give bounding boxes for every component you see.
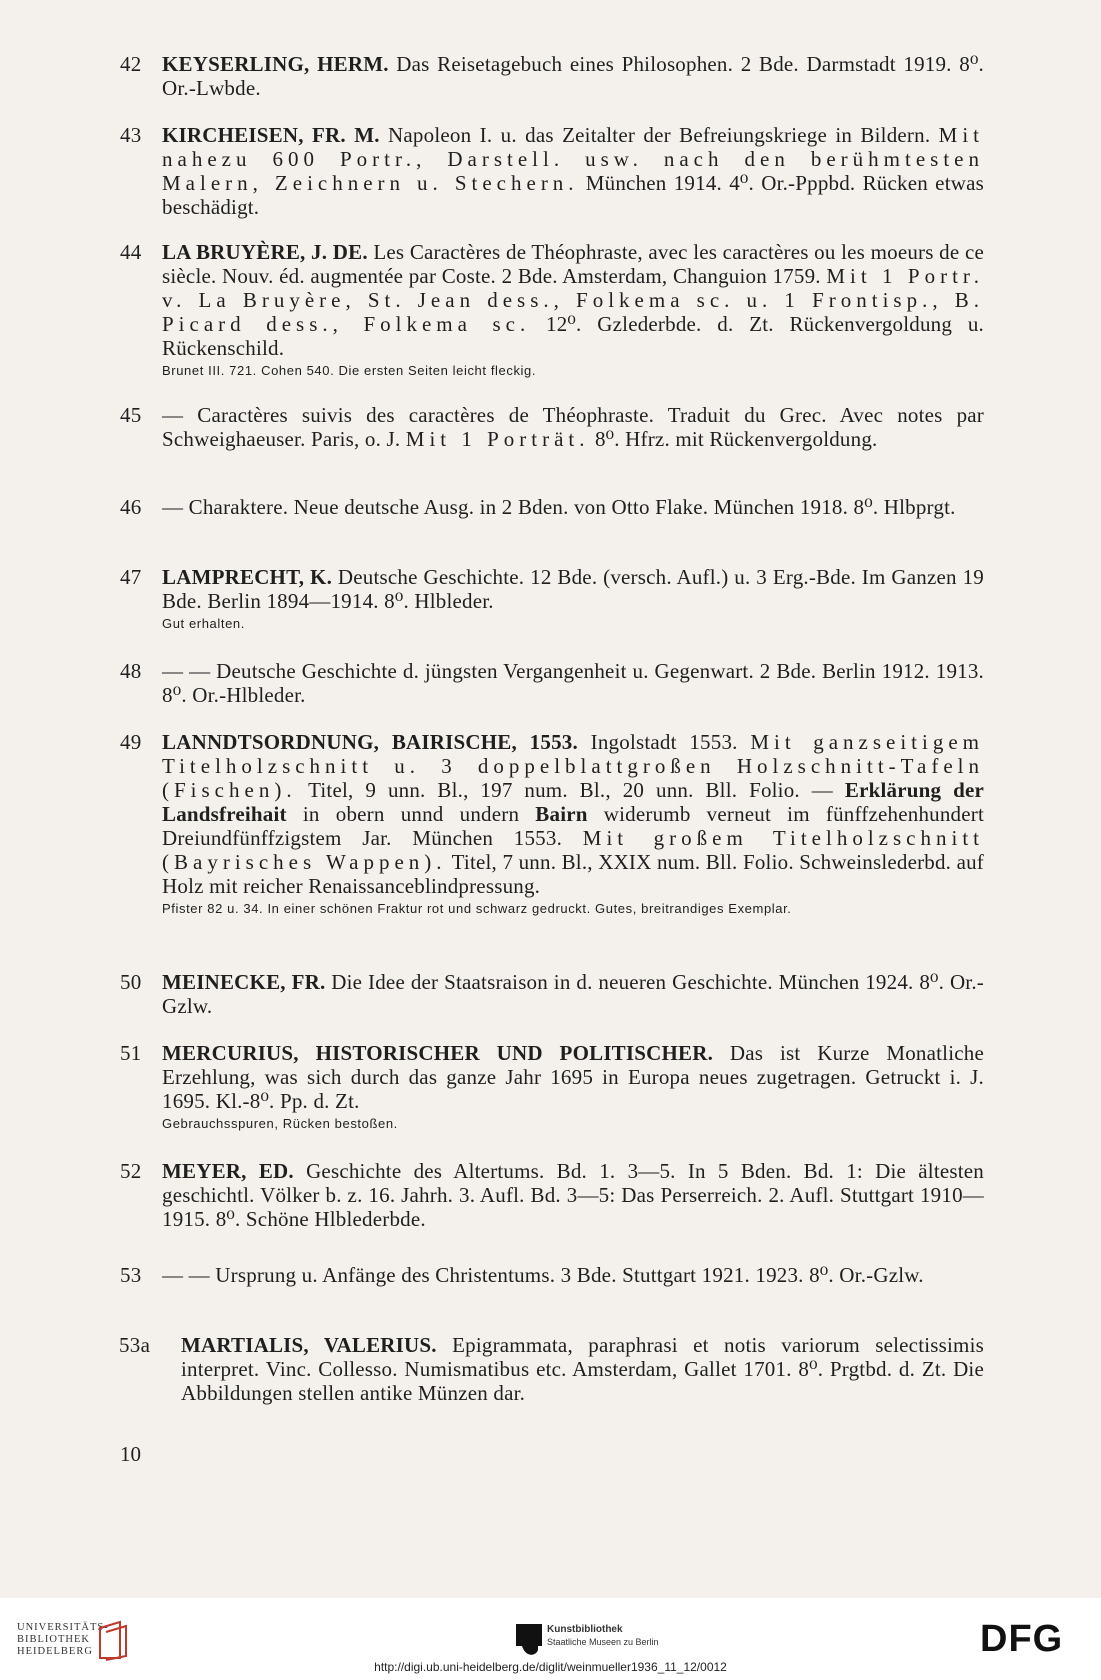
entry-description: Die Idee der Staatsraison in d. neueren Geschichte. München 1924. 8⁰. Or.-Gzlw. [162,970,984,1018]
entry-text [162,52,984,100]
entry-illustrations: Mit großem Titelholzschnitt (Bayrisches Wappen). [162,826,984,874]
entry-description: Das ist Kurze Monatliche Erzehlung, was sich durch das ganze Jahr 1695 in Europa neues zugetragen. Getruckt i. J. 1695. Kl.-8⁰. Pp. d. Zt. [162,1041,984,1113]
kunstbibliothek-subtitle: Staatliche Museen zu Berlin [547,1637,659,1647]
entry-description: Ingolstadt 1553. [577,730,751,754]
entry-text [162,565,984,632]
entry-text [162,1263,984,1287]
entry-note: Brunet III. 721. Cohen 540. Die ersten Seiten leicht fleckig. [162,363,537,378]
entry-author: KIRCHEISEN, FR. M. [162,123,380,147]
entry-text [162,123,984,219]
university-name-line: UNIVERSITÄTS- [17,1622,109,1633]
source-url-link[interactable]: http://digi.ub.uni-heidelberg.de/diglit/weinmueller1936_11_12/0012 [374,1660,727,1674]
entry-text [162,730,984,917]
entry-description: Les Caractères de Théophraste, avec les caractères ou les moeurs de ce siècle. Nouv. éd. augmentée par Coste. 2 Bde. Amsterdam, Changuion 1759. [162,240,984,288]
entry-description: Geschichte des Altertums. Bd. 1. 3—5. In 5 Bden. Bd. 1: Die ältesten geschichtl. Völker b. z. 16. Jahrh. 3. Aufl. Bd. 3—5: Das Perserreich. 2. Aufl. Stuttgart 1910—1915. 8⁰. Schöne Hlblederbde. [162,1159,985,1231]
entry-subtitle: Erklärung der Landsfreihait [162,778,984,826]
entry-illustrations: Mit nahezu 600 Portr., Darstell. usw. nach den berühmtesten Malern, Zeichnern u. Stechern. [162,123,984,195]
entry-author: KEYSERLING, HERM. [162,52,389,76]
entry-author: LA BRUYÈRE, J. DE. [162,240,368,264]
page-number: 10 [120,1442,141,1466]
entry-number: 53a [119,1333,151,1357]
dfg-logo: DFG [980,1618,1064,1660]
entry-description: Das Reisetagebuch eines Philosophen. 2 Bde. Darmstadt 1919. 8⁰. Or.-Lwbde. [162,52,985,100]
entry-collation: Titel, 9 unn. Bl., 197 num. Bl., 20 unn. Bll. Folio. — [296,778,845,802]
entry-number: 52 [120,1159,142,1183]
university-name-line: BIBLIOTHEK [17,1634,90,1645]
entry-number: 43 [120,123,142,147]
entry-binding: München 1914. 4⁰. Or.-Pppbd. Rücken etwas beschädigt. [162,171,984,219]
entry-number: 53 [120,1263,142,1287]
university-library-logo [17,1622,109,1658]
entry-text [181,1333,984,1405]
entry-text [162,240,984,379]
entry-number: 46 [120,495,142,519]
entry-illustrations: Mit ganzseitigem Titelholzschnitt u. 3 doppelblattgroßen Holzschnitt-Tafeln (Fischen). [162,730,985,802]
entry-binding: 8⁰. Hfrz. mit Rückenvergoldung. [589,427,878,451]
entry-description: — — Ursprung u. Anfänge des Christentums. 3 Bde. Stuttgart 1921. 1923. 8⁰. Or.-Gzlw. [162,1263,924,1287]
entry-number: 50 [120,970,142,994]
entry-description: Deutsche Geschichte. 12 Bde. (versch. Aufl.) u. 3 Erg.-Bde. Im Ganzen 19 Bde. Berlin 1894—1914. 8⁰. Hlbleder. [162,565,984,613]
entry-number: 42 [120,52,142,76]
entry-author: LANNDTSORDNUNG, BAIRISCHE, 1553. [162,730,578,754]
entry-binding: 12⁰. Gzlederbde. d. Zt. Rückenvergoldung u. Rückenschild. [162,312,985,360]
entry-author: MEYER, ED. [162,1159,294,1183]
university-emblem-icon [96,1618,130,1662]
entry-description: — — Deutsche Geschichte d. jüngsten Vergangenheit u. Gegenwart. 2 Bde. Berlin 1912. 1913. 8⁰. Or.-Hlbleder. [162,659,984,707]
entry-text [162,403,984,451]
entry-text [162,495,984,519]
entry-number: 48 [120,659,142,683]
entry-illustrations: Mit 1 Portr. v. La Bruyère, St. Jean dess., Folkema sc. u. 1 Frontisp., B. Picard dess., Folkema sc. [162,264,984,336]
entry-number: 44 [120,240,142,264]
entry-note: Gut erhalten. [162,616,245,631]
entry-note: Gebrauchsspuren, Rücken bestoßen. [162,1116,398,1131]
entry-text [162,1159,984,1231]
entry-illustrations: Mit 1 Porträt. [405,427,590,451]
entry-author: MEINECKE, FR. [162,970,326,994]
entry-text [162,970,984,1018]
entry-description: in obern unnd undern [286,802,536,826]
entry-number: 49 [120,730,142,754]
entry-text [162,659,984,707]
entry-description: Napoleon I. u. das Zeitalter der Befreiungskriege in Bildern. [379,123,939,147]
entry-note: Pfister 82 u. 34. In einer schönen Fraktur rot und schwarz gedruckt. Gutes, breitrandiges Exemplar. [162,901,792,916]
entry-author: MARTIALIS, VALERIUS. [181,1333,437,1357]
entry-author: LAMPRECHT, K. [162,565,333,589]
digitization-footer [0,1598,1101,1680]
university-name-line: HEIDELBERG [17,1646,93,1657]
entry-description: Epigrammata, paraphrasi et notis variorum selectissimis interpret. Vinc. Collesso. Numismatibus etc. Amsterdam, Gallet 1701. 8⁰. Prgtbd. d. Zt. Die Abbildungen stellen antike Münzen dar. [181,1333,984,1405]
kunstbibliothek-logo-icon [516,1624,542,1658]
entry-number: 51 [120,1041,142,1065]
entry-binding: Titel, 7 unn. Bl., XXIX num. Bll. Folio. Schweinslederbd. auf Holz mit reicher Renaissanceblindpressung. [162,850,985,898]
kunstbibliothek-label [547,1624,659,1648]
entry-description: — Charaktere. Neue deutsche Ausg. in 2 Bden. von Otto Flake. München 1918. 8⁰. Hlbprgt. [162,495,956,519]
entry-description: widerumb verneut im fünffzehenhundert Dreiundfünffzigstem Jar. München 1553. [162,802,984,850]
entry-text [162,1041,984,1132]
entry-description: — Caractères suivis des caractères de Théophraste. Traduit du Grec. Avec notes par Schweighaeuser. Paris, o. J. [162,403,984,451]
entry-author: MERCURIUS, HISTORISCHER UND POLITISCHER. [162,1041,714,1065]
kunstbibliothek-name: Kunstbibliothek [547,1624,623,1635]
entry-number: 47 [120,565,142,589]
entry-number: 45 [120,403,142,427]
entry-subtitle: Bairn [535,802,588,826]
